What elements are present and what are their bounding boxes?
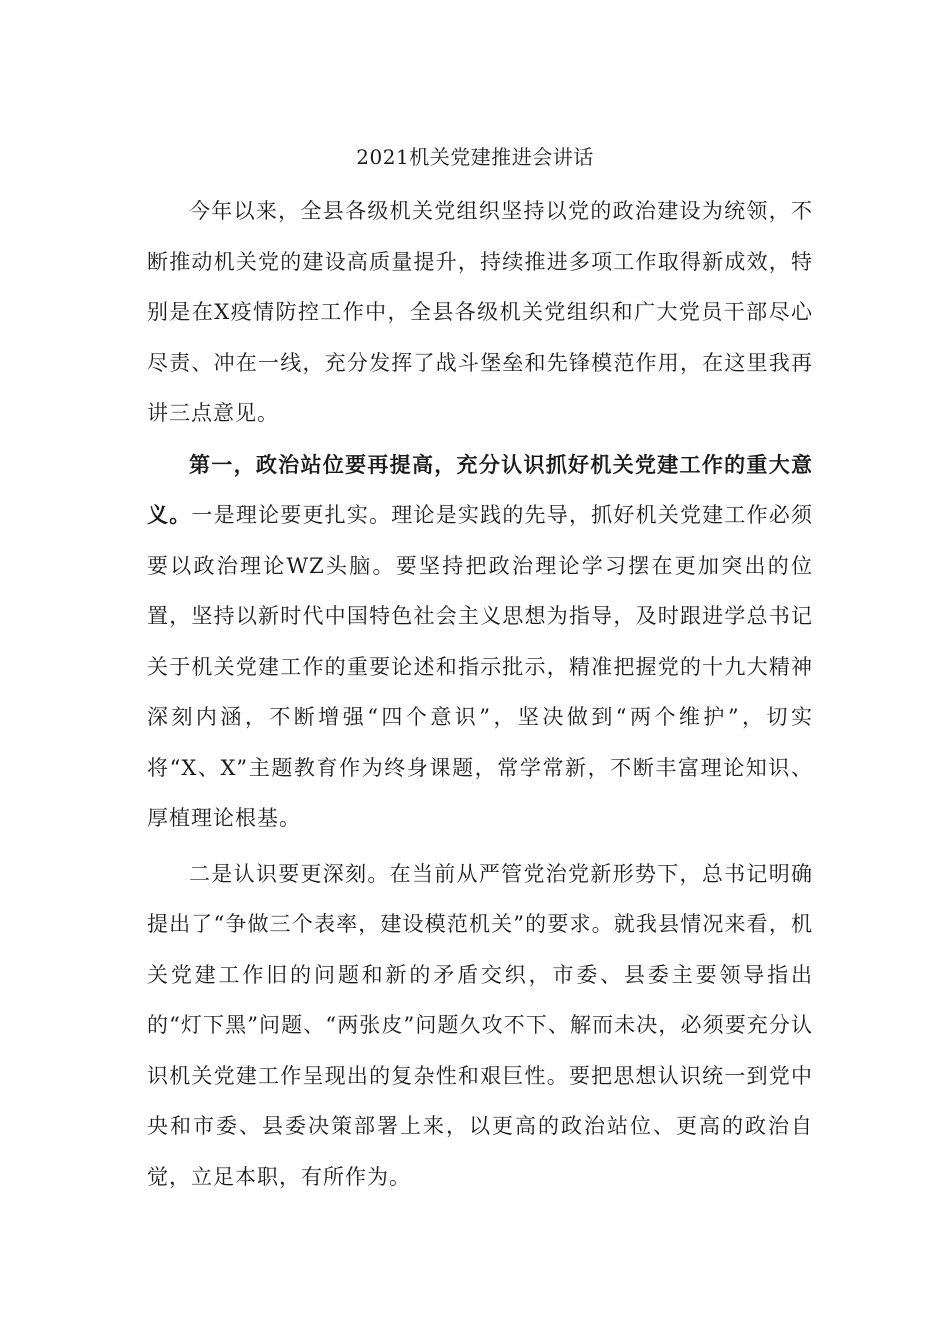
paragraph-point-two	[147, 849, 813, 1203]
paragraph-text: 一是理论要更扎实。理论是实践的先导，抓好机关党建工作必须要以政治理论WZ头脑。要坚持把政治理论学习摆在更加突出的位置，坚持以新时代中国特色社会主义思想为指导，及时跟进学总书记关于机关党建工作的重要论述和指示批示，精准把握党的十九大精神深刻内涵，不断增强“四个意识”，坚决做到“两个维护”，切实将“X、X”主题教育作为终身课题，常学常新，不断丰富理论知识、厚植理论根基。	[147, 503, 814, 830]
document-body	[147, 186, 813, 1202]
paragraph-text: 二是认识要更深刻。在当前从严管党治党新形势下，总书记明确提出了“争做三个表率，建设模范机关”的要求。就我县情况来看，机关党建工作旧的问题和新的矛盾交织，市委、县委主要领导指出的“灯下黑”问题、“两张皮”问题久攻不下、解而未决，必须要充分认识机关党建工作呈现出的复杂性和艰巨性。要把思想认识统一到党中央和市委、县委决策部署上来，以更高的政治站位、更高的政治自觉，立足本职，有所作为。	[147, 861, 813, 1189]
document-title: 2021机关党建推进会讲话	[356, 145, 594, 169]
paragraph-bold-lead: 第一，政治站位要再提高，充分认识抓好机关党建工作的重大意义。	[147, 451, 813, 527]
paragraph-intro	[147, 186, 813, 439]
paragraph-text: 今年以来，全县各级机关党组织坚持以党的政治建设为统领，不断推动机关党的建设高质量提升，持续推进多项工作取得新成效，特别是在X疫情防控工作中，全县各级机关党组织和广大党员干部尽心尽责、冲在一线，充分发挥了战斗堡垒和先锋模范作用，在这里我再讲三点意见。	[147, 199, 813, 425]
paragraph-point-one	[147, 440, 813, 844]
